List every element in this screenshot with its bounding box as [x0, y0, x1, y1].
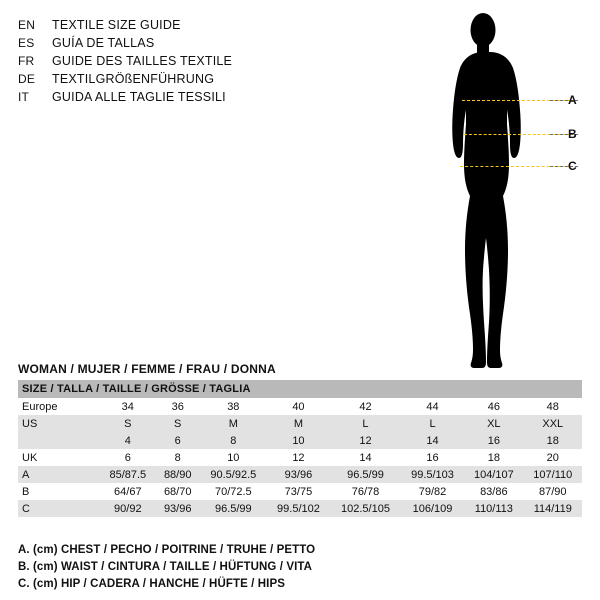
cell: 18: [524, 432, 582, 449]
cell: 40: [267, 398, 330, 415]
table-row: [18, 466, 582, 483]
language-text-de: TEXTILGRÖßENFÜHRUNG: [52, 72, 215, 86]
table-header-label: SIZE / TALLA / TAILLE / GRÖSSE / TAGLIA: [18, 380, 582, 398]
measure-label-c: C: [568, 159, 577, 173]
measure-label-a: A: [568, 93, 577, 107]
cell: 114/119: [524, 500, 582, 517]
table-row: [18, 483, 582, 500]
cell: 96.5/99: [330, 466, 401, 483]
legend-line-b: B. (cm) WAIST / CINTURA / TAILLE / HÜFTUNG / VITA: [18, 561, 313, 573]
cell: 93/96: [267, 466, 330, 483]
cell: 46: [464, 398, 523, 415]
cell: 20: [524, 449, 582, 466]
cell: 16: [401, 449, 464, 466]
table-row: [18, 449, 582, 466]
cell: 12: [267, 449, 330, 466]
cell: 4: [100, 432, 156, 449]
cell: XXL: [524, 415, 582, 432]
cell: 44: [401, 398, 464, 415]
cell: 12: [330, 432, 401, 449]
cell: 18: [464, 449, 523, 466]
cell: S: [156, 415, 200, 432]
table-row: [18, 398, 582, 415]
language-text-es: GUÍA DE TALLAS: [52, 36, 155, 50]
cell: 48: [524, 398, 582, 415]
cell: 6: [100, 449, 156, 466]
language-code-en: EN: [18, 18, 36, 32]
cell: 83/86: [464, 483, 523, 500]
female-silhouette-figure: [420, 6, 590, 376]
row-label: US: [18, 415, 100, 432]
cell: 90.5/92.5: [200, 466, 267, 483]
language-code-fr: FR: [18, 54, 35, 68]
legend-line-a: A. (cm) CHEST / PECHO / POITRINE / TRUHE / PETTO: [18, 544, 316, 556]
cell: M: [200, 415, 267, 432]
cell: 14: [330, 449, 401, 466]
language-row-es: [18, 34, 338, 52]
cell: 64/67: [100, 483, 156, 500]
cell: 85/87.5: [100, 466, 156, 483]
cell: 10: [200, 449, 267, 466]
section-title: WOMAN / MUJER / FEMME / FRAU / DONNA: [18, 362, 276, 376]
language-text-fr: GUIDE DES TAILLES TEXTILE: [52, 54, 233, 68]
table-row: [18, 415, 582, 432]
cell: 14: [401, 432, 464, 449]
cell: 99.5/103: [401, 466, 464, 483]
cell: 70/72.5: [200, 483, 267, 500]
cell: 79/82: [401, 483, 464, 500]
table-row: [18, 432, 582, 449]
cell: 6: [156, 432, 200, 449]
language-text-it: GUIDA ALLE TAGLIE TESSILI: [52, 90, 226, 104]
cell: 73/75: [267, 483, 330, 500]
size-table-wrap: [18, 380, 582, 517]
cell: 107/110: [524, 466, 582, 483]
cell: 90/92: [100, 500, 156, 517]
cell: 8: [156, 449, 200, 466]
cell: S: [100, 415, 156, 432]
size-table: [18, 380, 582, 517]
cell: 76/78: [330, 483, 401, 500]
cell: 93/96: [156, 500, 200, 517]
row-label: C: [18, 500, 100, 517]
cell: 110/113: [464, 500, 523, 517]
cell: XL: [464, 415, 523, 432]
language-code-de: DE: [18, 72, 36, 86]
language-row-en: [18, 16, 338, 34]
language-row-de: [18, 70, 338, 88]
cell: 106/109: [401, 500, 464, 517]
cell: M: [267, 415, 330, 432]
cell: L: [330, 415, 401, 432]
cell: L: [401, 415, 464, 432]
silhouette-icon: [420, 6, 590, 376]
cell: 102.5/105: [330, 500, 401, 517]
measurement-legend: [18, 542, 578, 593]
legend-line-c: C. (cm) HIP / CADERA / HANCHE / HÜFTE / HIPS: [18, 578, 286, 590]
cell: 36: [156, 398, 200, 415]
cell: 16: [464, 432, 523, 449]
cell: 42: [330, 398, 401, 415]
language-row-fr: [18, 52, 338, 70]
language-header: [18, 16, 338, 106]
row-label: UK: [18, 449, 100, 466]
table-row: [18, 500, 582, 517]
cell: 96.5/99: [200, 500, 267, 517]
cell: 87/90: [524, 483, 582, 500]
language-code-it: IT: [18, 90, 30, 104]
row-label: B: [18, 483, 100, 500]
measure-label-b: B: [568, 127, 577, 141]
cell: 10: [267, 432, 330, 449]
row-label: A: [18, 466, 100, 483]
row-label: [18, 432, 100, 449]
cell: 38: [200, 398, 267, 415]
cell: 104/107: [464, 466, 523, 483]
language-code-es: ES: [18, 36, 35, 50]
row-label: Europe: [18, 398, 100, 415]
language-text-en: TEXTILE SIZE GUIDE: [52, 18, 181, 32]
cell: 8: [200, 432, 267, 449]
cell: 88/90: [156, 466, 200, 483]
table-header-row: [18, 380, 582, 398]
cell: 34: [100, 398, 156, 415]
language-row-it: [18, 88, 338, 106]
cell: 99.5/102: [267, 500, 330, 517]
cell: 68/70: [156, 483, 200, 500]
